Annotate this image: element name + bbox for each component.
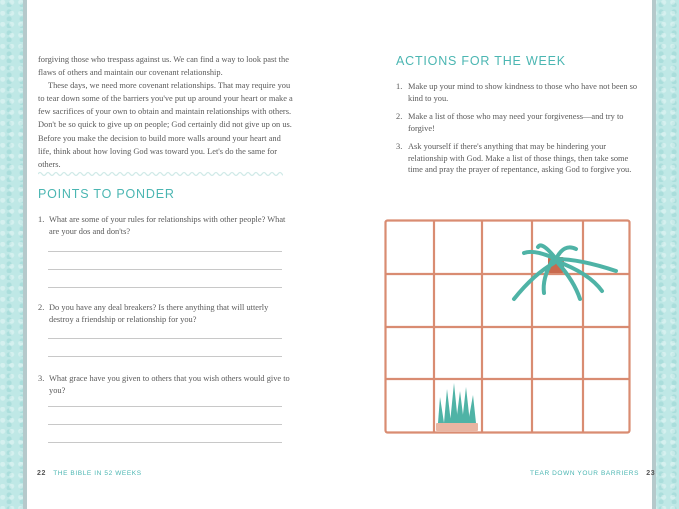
action-number: 2. (396, 112, 403, 121)
action-item (396, 141, 640, 176)
action-item (396, 81, 640, 104)
right-footer (530, 470, 655, 477)
writing-line[interactable] (48, 356, 282, 357)
running-title: THE BIBLE IN 52 WEEKS (53, 470, 142, 477)
points-to-ponder-heading: POINTS TO PONDER (38, 187, 175, 201)
right-page-edge (652, 0, 679, 509)
question-item (38, 373, 293, 396)
writing-line[interactable] (48, 442, 282, 443)
question-number: 2. (38, 303, 45, 312)
left-footer (37, 470, 142, 477)
body-text (38, 53, 293, 171)
grid-lines (386, 221, 630, 433)
question-list-1 (38, 214, 293, 237)
action-text: Make a list of those who may need your forgiveness—and try to forgive! (408, 112, 624, 133)
question-list-3 (38, 373, 293, 396)
question-item (38, 302, 293, 325)
action-list (396, 81, 640, 183)
question-text: What are some of your rules for relationships with other people? What are your dos and don'ts? (49, 215, 286, 236)
writing-line[interactable] (48, 406, 282, 407)
grid-illustration (384, 219, 632, 435)
question-item (38, 214, 293, 237)
left-page-edge (0, 0, 27, 509)
actions-heading: ACTIONS FOR THE WEEK (396, 54, 566, 68)
page-number: 22 (37, 470, 46, 477)
question-number: 1. (38, 215, 45, 224)
writing-line[interactable] (48, 269, 282, 270)
wavy-divider (38, 171, 283, 177)
paragraph-1: forgiving those who trespass against us. We can find a way to look past the flaws of others and maintain our covenant relationship. (38, 55, 289, 78)
writing-line[interactable] (48, 338, 282, 339)
question-list-2 (38, 302, 293, 325)
page-number: 23 (646, 470, 656, 477)
action-number: 1. (396, 82, 403, 91)
hanging-plant-icon (514, 246, 616, 300)
paragraph-2: These days, we need more covenant relationships. That may require you to tear down some of the barriers you've put up around your heart or make a few sacrifices of your own to obtain and maintain relationships with others. Don't be so quick to give up on people; God certainly did not give up on us. Before you make the decision to build more walls around your heart and life, think about how loving God was toward you. Let's do the same for others. (38, 81, 293, 169)
running-title: TEAR DOWN YOUR BARRIERS (530, 470, 640, 477)
question-number: 3. (38, 374, 45, 383)
action-number: 3. (396, 142, 403, 151)
writing-line[interactable] (48, 251, 282, 252)
writing-line[interactable] (48, 287, 282, 288)
potted-plant-icon (436, 383, 478, 431)
action-text: Make up your mind to show kindness to those who have not been so kind to you. (408, 82, 638, 103)
action-text: Ask yourself if there's anything that may be hindering your relationship with God. Make a list of those things, then take some time and pray the prayer of repentance, asking God to forgive you. (408, 142, 632, 174)
writing-line[interactable] (48, 424, 282, 425)
action-item (396, 111, 640, 134)
question-text: What grace have you given to others that you wish others would give to you? (49, 374, 290, 395)
question-text: Do you have any deal breakers? Is there anything that will utterly destroy a friendship or relationship for you? (49, 303, 269, 324)
